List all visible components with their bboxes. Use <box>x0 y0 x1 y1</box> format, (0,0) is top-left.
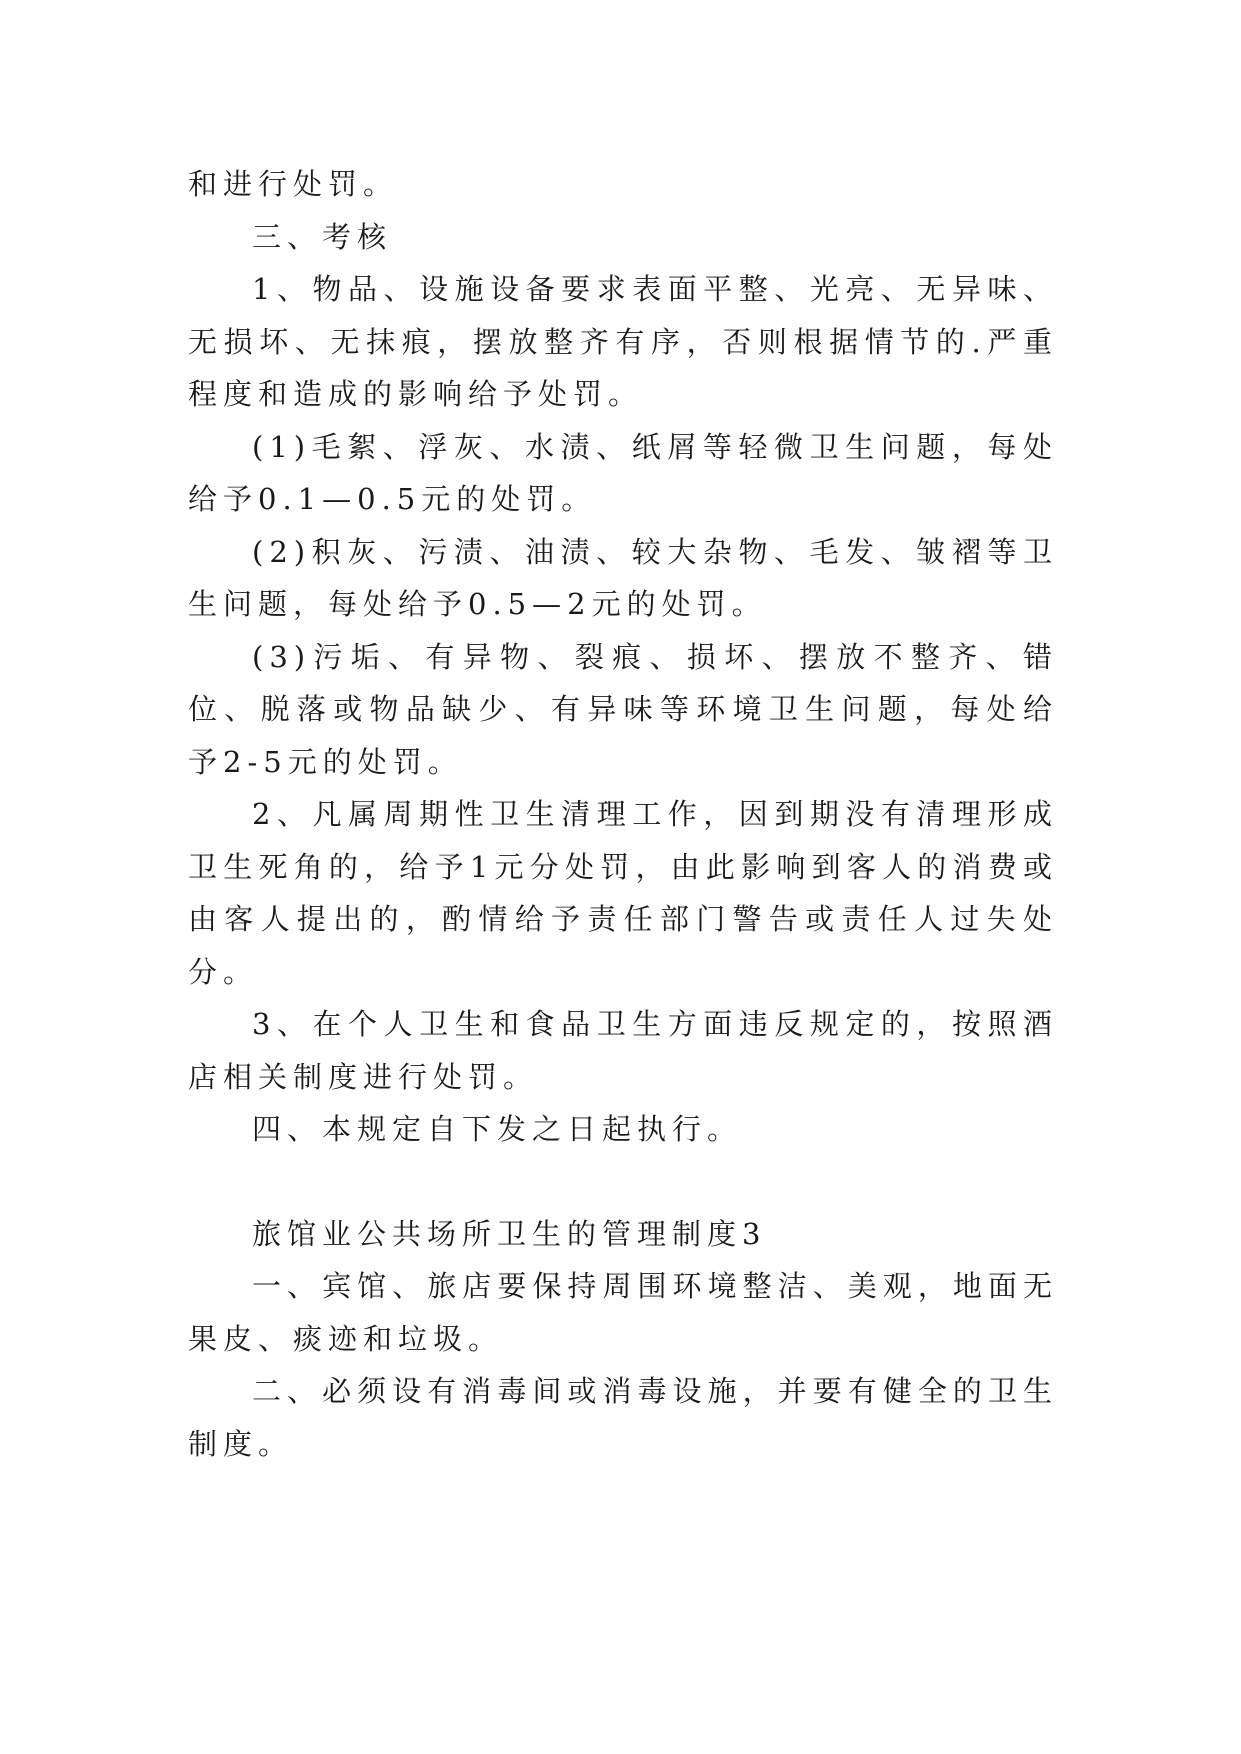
paragraph-subitem-2: (2)积灰、污渍、油渍、较大杂物、毛发、皱褶等卫生问题，每处给予0.5—2元的处罚。 <box>188 534 1058 621</box>
paragraph-subitem-1: (1)毛絮、浮灰、水渍、纸屑等轻微卫生问题，每处给予0.1—0.5元的处罚。 <box>188 429 1058 516</box>
section-title: 旅馆业公共场所卫生的管理制度3 <box>252 1216 767 1251</box>
paragraph-effective-date: 四、本规定自下发之日起执行。 <box>252 1112 743 1146</box>
document-body <box>188 158 1058 1470</box>
paragraph-item-2: 2、凡属周期性卫生清理工作，因到期没有清理形成卫生死角的，给予1元分处罚，由此影响到客人的消费或由客人提出的，酌情给予责任部门警告或责任人过失处分。 <box>188 797 1058 989</box>
heading-assessment: 三、考核 <box>252 219 393 254</box>
paragraph-item-1: 1、物品、设施设备要求表面平整、光亮、无异味、无损坏、无抹痕，摆放整齐有序，否则根据情节的.严重程度和造成的影响给予处罚。 <box>188 272 1058 411</box>
paragraph-continuation: 和进行处罚。 <box>188 167 399 201</box>
section-paragraph-1: 一、宾馆、旅店要保持周围环境整洁、美观，地面无果皮、痰迹和垃圾。 <box>188 1269 1058 1356</box>
section-paragraph-2: 二、必须设有消毒间或消毒设施，并要有健全的卫生制度。 <box>188 1374 1058 1461</box>
section-spacer <box>188 1156 1058 1208</box>
paragraph-item-3: 3、在个人卫生和食品卫生方面违反规定的，按照酒店相关制度进行处罚。 <box>188 1007 1058 1094</box>
paragraph-subitem-3: (3)污垢、有异物、裂痕、损坏、摆放不整齐、错位、脱落或物品缺少、有异味等环境卫生问题，每处给予2-5元的处罚。 <box>188 639 1058 779</box>
